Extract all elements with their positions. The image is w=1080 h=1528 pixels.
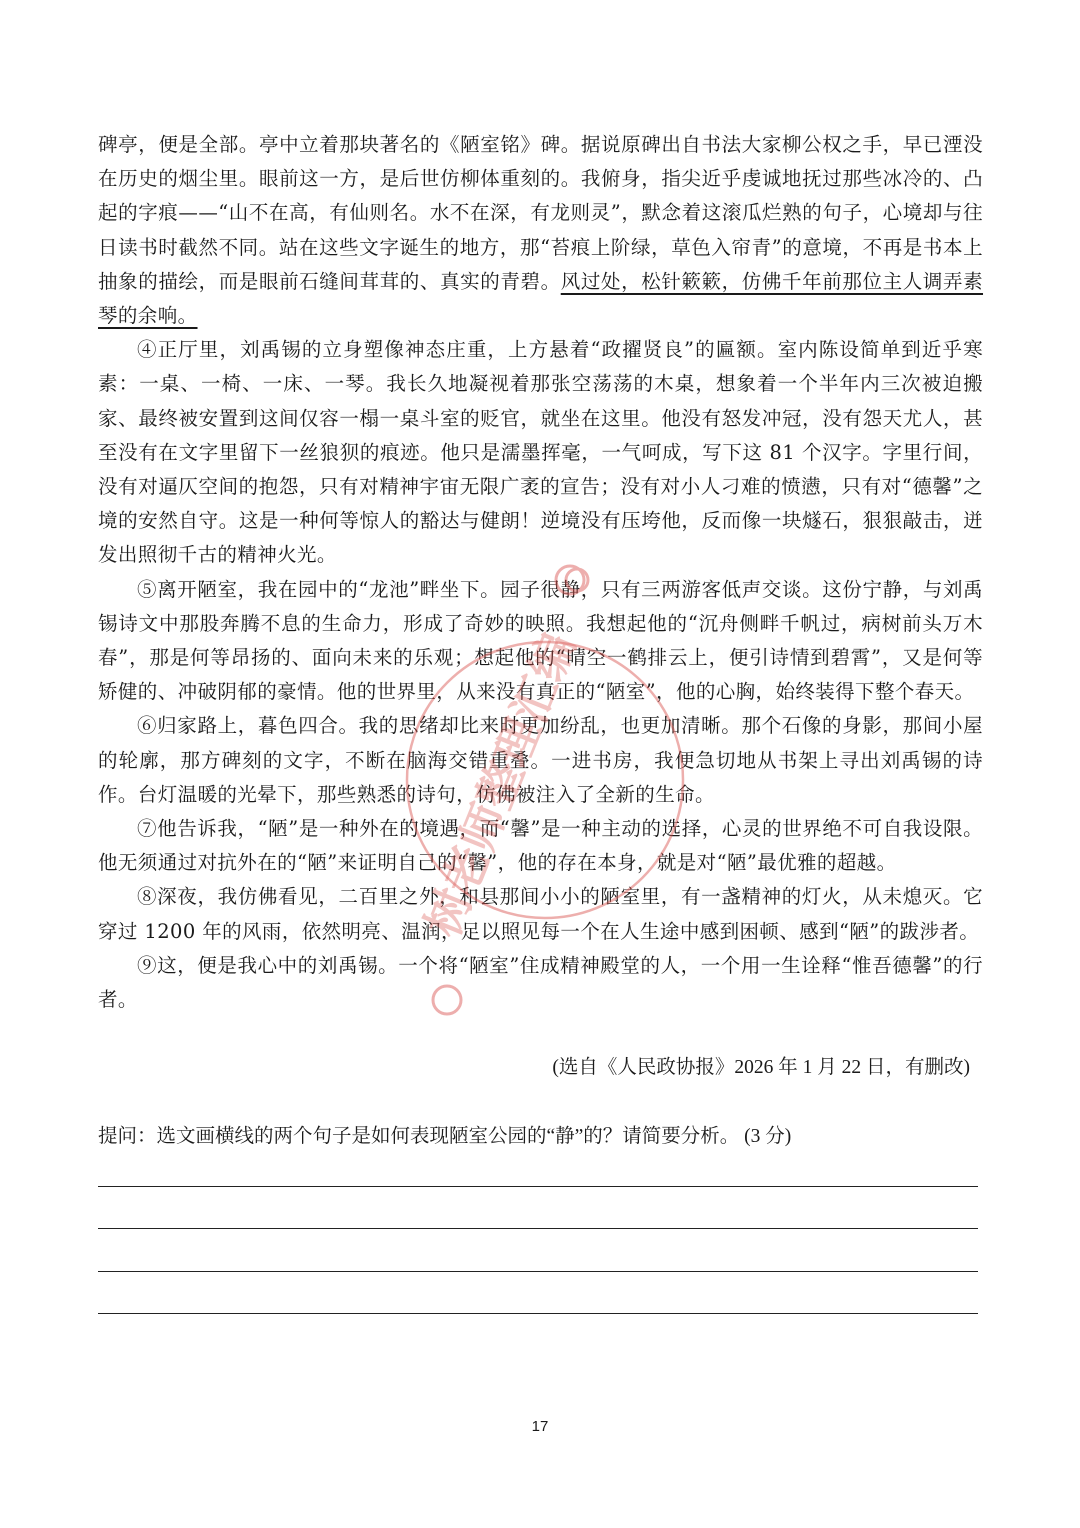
page-number: 17 xyxy=(531,1418,549,1435)
answer-line-1[interactable] xyxy=(98,1186,978,1187)
source-citation: (选自《人民政协报》2026 年 1 月 22 日，有删改) xyxy=(552,1057,970,1078)
paragraph-5: ⑤离开陋室，我在园中的“龙池”畔坐下。园子很静，只有三两游客低声交谈。这份宁静，与刘禹锡诗文中那股奔腾不息的生命力，形成了奇妙的映照。我想起他的“沉舟侧畔千帆过，病树前头万木春”，那是何等昂扬的、面向未来的乐观；想起他的“晴空一鹤排云上，便引诗情到碧霄”，又是何等矫健的、冲破阴郁的豪情。他的世界里，从来没有真正的“陋室”，他的心胸，始终装得下整个春天。 xyxy=(98,577,983,704)
paragraph-7: ⑦他告诉我，“陋”是一种外在的境遇，而“馨”是一种主动的选择，心灵的世界绝不可自我设限。他无须通过对抗外在的“陋”来证明自己的“馨”，他的存在本身，就是对“陋”最优雅的超越。 xyxy=(98,817,983,875)
paragraph-4: ④正厅里，刘禹锡的立身塑像神态庄重，上方悬着“政擢贤良”的匾额。室内陈设简单到近乎寒素：一桌、一椅、一床、一琴。我长久地凝视着那张空荡荡的木桌，想象着一个半年内三次被迫搬家、最终被安置到这间仅容一榻一桌斗室的贬官，就坐在这里。他没有怒发冲冠，没有怨天尤人，甚至没有在文字里留下一丝狼狈的痕迹。他只是濡墨挥毫，一气呵成，写下这 81 个汉字。字里行间，没有对逼仄空间的抱怨，只有对精神宇宙无限广袤的宣告；没有对小人刁难的愤懑，只有对“德馨”之境的安然自守。这是一种何等惊人的豁达与健朗！逆境没有压垮他，反而像一块燧石，狠狠敲击，迸发出照彻千古的精神火光。 xyxy=(98,338,983,567)
article-body xyxy=(98,128,983,1017)
paragraph-8: ⑧深夜，我仿佛看见，二百里之外，和县那间小小的陋室里，有一盏精神的灯火，从未熄灭。它穿过 1200 年的风雨，依然明亮、温润，足以照见每一个在人生途中感到困顿、感到“陋”的跋涉者。 xyxy=(98,885,983,943)
paragraph-9: ⑨这，便是我心中的刘禹锡。一个将“陋室”住成精神殿堂的人，一个用一生诠释“惟吾德馨”的行者。 xyxy=(98,953,983,1012)
question-prompt: 提问：选文画横线的两个句子是如何表现陋室公园的“静”的？请简要分析。 (3 分) xyxy=(98,1126,792,1147)
paragraph-3-text: 碑亭，便是全部。亭中立着那块著名的《陋室铭》碑。据说原碑出自书法大家柳公权之手，早已湮没在历史的烟尘里。眼前这一方，是后世仿柳体重刻的。我俯身，指尖近乎虔诚地抚过那些冰冷的、凸起的字痕——“山不在高，有仙则名。水不在深，有龙则灵”，默念着这滚瓜烂熟的句子，心境却与往日读书时截然不同。站在这些文字诞生的地方，那“苔痕上阶绿，草色入帘青”的意境，不再是书本上抽象的描绘，而是眼前石缝间茸茸的、真实的青碧。 xyxy=(98,133,983,293)
underlined-sentence: 风过处，松针簌簌，仿佛千年前那位主人调弄素琴的余响。 xyxy=(98,269,984,328)
answer-line-3[interactable] xyxy=(98,1271,978,1272)
paragraph-3 xyxy=(98,128,983,333)
answer-line-2[interactable] xyxy=(98,1228,978,1229)
paragraph-6: ⑥归家路上，暮色四合。我的思绪却比来时更加纷乱，也更加清晰。那个石像的身影，那间小屋的轮廓，那方碑刻的文字，不断在脑海交错重叠。一进书房，我便急切地从书架上寻出刘禹锡的诗作。台灯温暖的光晕下，那些熟悉的诗句，仿佛被注入了全新的生命。 xyxy=(98,714,983,806)
answer-line-4[interactable] xyxy=(98,1313,978,1314)
stamp-text: 树老师整理汇编 xyxy=(415,625,586,945)
